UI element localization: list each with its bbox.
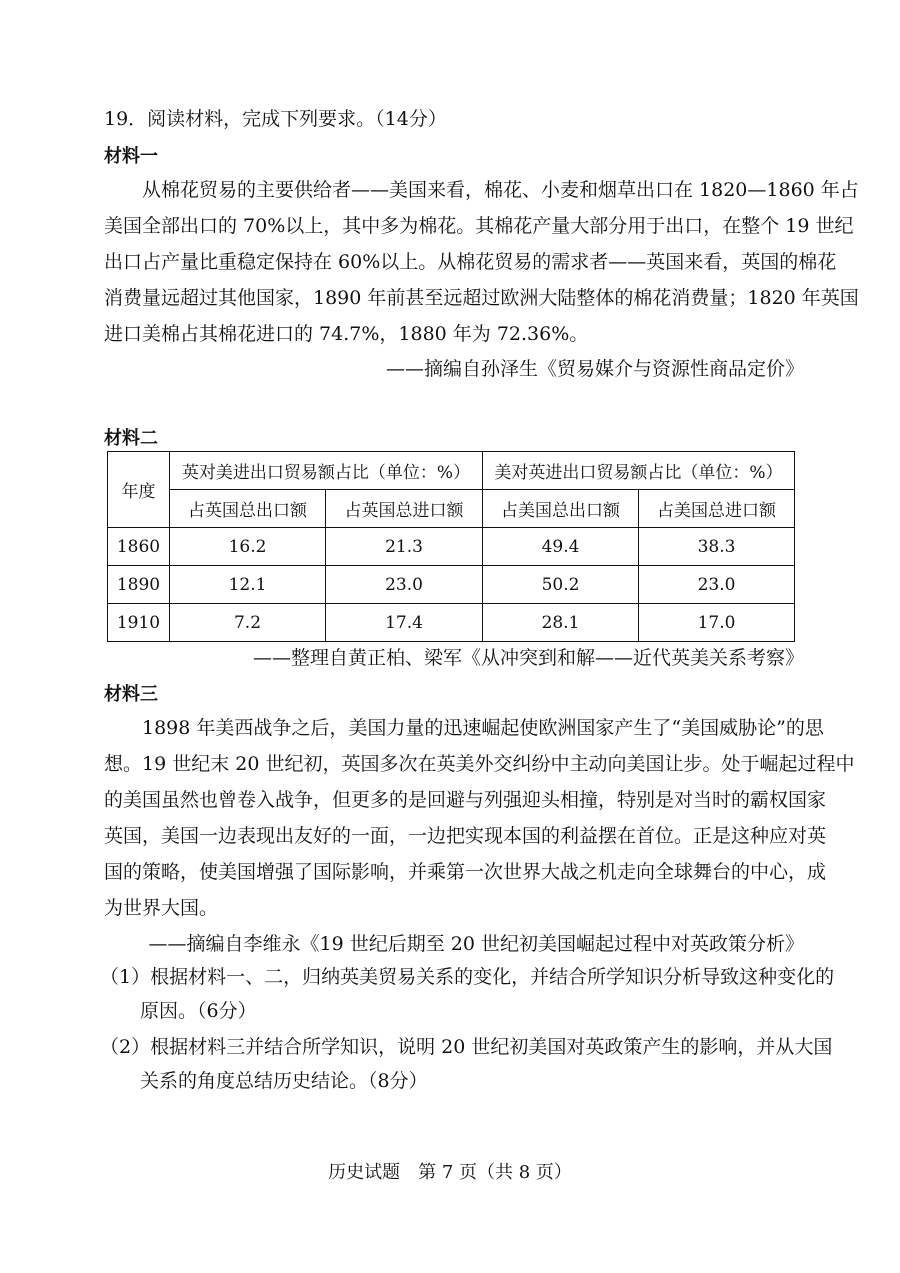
- task-1: [100, 960, 835, 1028]
- value-cell: 49.4: [483, 528, 639, 566]
- value-cell: 17.4: [326, 604, 483, 642]
- table-row: [108, 566, 795, 604]
- value-cell: 50.2: [483, 566, 639, 604]
- year-cell: 1910: [108, 604, 170, 642]
- subheader: 占美国总出口额: [483, 490, 639, 528]
- trade-table: [107, 451, 795, 642]
- value-cell: 38.3: [639, 528, 795, 566]
- value-cell: 21.3: [326, 528, 483, 566]
- value-cell: 28.1: [483, 604, 639, 642]
- year-cell: 1890: [108, 566, 170, 604]
- material1-line: 消费量远超过其他国家，1890 年前甚至远超过欧洲大陆整体的棉花消费量；1820 年英国: [104, 287, 859, 309]
- value-cell: 7.2: [170, 604, 326, 642]
- group-header-uk-to-us: 英对美进出口贸易额占比（单位：%）: [170, 452, 483, 490]
- material3-line: 的美国虽然也曾卷入战争，但更多的是回避与列强迎头相撞，特别是对当时的霸权国家: [104, 789, 827, 811]
- material1-paragraph: [104, 172, 859, 352]
- table-header-row: [108, 452, 795, 490]
- material1-source: ——摘编自孙泽生《贸易媒介与资源性商品定价》: [385, 358, 804, 380]
- material1-line: 美国全部出口的 70%以上，其中多为棉花。其棉花产量大部分用于出口，在整个 19 世纪: [104, 215, 854, 237]
- table-row: [108, 604, 795, 642]
- table-subheader-row: [108, 490, 795, 528]
- material1-label: 材料一: [104, 146, 158, 167]
- material3-line: 国的策略，使美国增强了国际影响，并乘第一次世界大战之机走向全球舞台的中心，成: [104, 861, 827, 883]
- subheader: 占美国总进口额: [639, 490, 795, 528]
- material2-label: 材料二: [104, 428, 158, 449]
- task-2-line: （2）根据材料三并结合所学知识，说明 20 世纪初美国对英政策产生的影响，并从大国: [100, 1036, 833, 1058]
- material3-label: 材料三: [104, 684, 158, 705]
- value-cell: 17.0: [639, 604, 795, 642]
- material2-source: ——整理自黄正柏、梁军《从冲突到和解——近代英美关系考察》: [252, 647, 804, 669]
- task-2: [100, 1030, 833, 1098]
- task-2-line: 关系的角度总结历史结论。（8分）: [140, 1070, 428, 1092]
- material3-line: 1898 年美西战争之后，美国力量的迅速崛起使欧洲国家产生了“美国威胁论”的思: [104, 717, 824, 739]
- group-header-us-to-uk: 美对英进出口贸易额占比（单位：%）: [483, 452, 795, 490]
- value-cell: 23.0: [326, 566, 483, 604]
- material3-paragraph: [104, 710, 855, 926]
- value-cell: 16.2: [170, 528, 326, 566]
- page-footer: 历史试题 第 7 页（共 8 页）: [328, 1162, 572, 1183]
- material3-line: 英国，美国一边表现出友好的一面，一边把实现本国的利益摆在首位。正是这种应对英: [104, 825, 827, 847]
- year-cell: 1860: [108, 528, 170, 566]
- question-heading: 19．阅读材料，完成下列要求。（14分）: [104, 108, 447, 130]
- material1-line: 出口占产量比重稳定保持在 60%以上。从棉花贸易的需求者——英国来看，英国的棉花: [104, 251, 837, 273]
- material3-line: 想。19 世纪末 20 世纪初，英国多次在英美外交纠纷中主动向美国让步。处于崛起过程中: [104, 753, 855, 775]
- subheader: 占英国总进口额: [326, 490, 483, 528]
- material1-line: 从棉花贸易的主要供给者——美国来看，棉花、小麦和烟草出口在 1820—1860 年占: [104, 179, 859, 201]
- task-1-line: （1）根据材料一、二，归纳英美贸易关系的变化，并结合所学知识分析导致这种变化的: [100, 966, 835, 988]
- task-1-line: 原因。（6分）: [140, 1000, 257, 1022]
- year-header: 年度: [108, 452, 170, 528]
- material3-source: ——摘编自李维永《19 世纪后期至 20 世纪初美国崛起过程中对英政策分析》: [148, 933, 804, 955]
- value-cell: 12.1: [170, 566, 326, 604]
- table-row: [108, 528, 795, 566]
- value-cell: 23.0: [639, 566, 795, 604]
- material1-line: 进口美棉占其棉花进口的 74.7%，1880 年为 72.36%。: [104, 323, 589, 345]
- material3-line: 为世界大国。: [104, 897, 219, 919]
- subheader: 占英国总出口额: [170, 490, 326, 528]
